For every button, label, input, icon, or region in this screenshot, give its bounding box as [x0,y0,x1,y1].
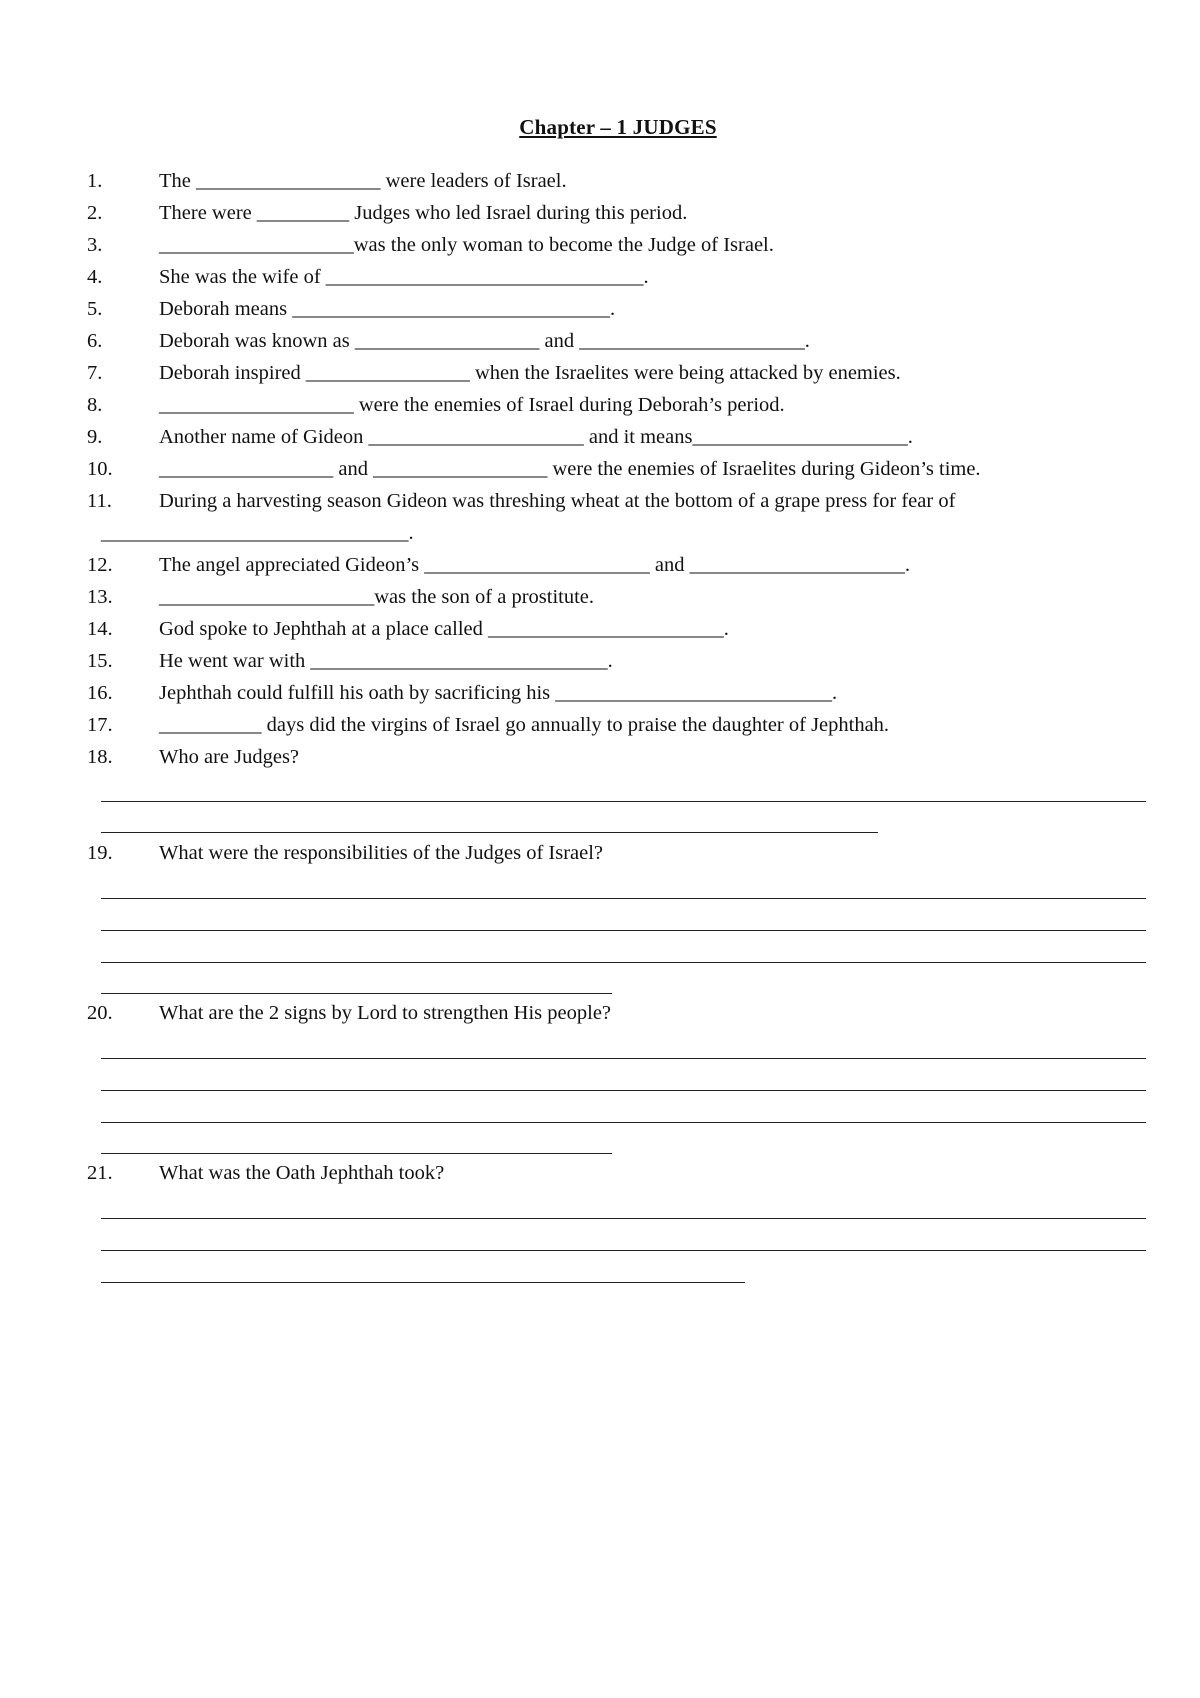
page-title: Chapter – 1 JUDGES [519,115,717,139]
question-number: 5. [87,298,103,320]
question-number: 1. [87,170,103,192]
question-text: He went war with _____________________________. [159,650,613,672]
question-number: 21. [87,1162,113,1184]
question-text: Deborah inspired ________________ when the Israelites were being attacked by enemies. [159,362,901,384]
question-text: Deborah means _______________________________. [159,298,616,320]
question-text: The __________________ were leaders of Israel. [159,170,567,192]
question-number: 3. [87,234,103,256]
question-text: What were the responsibilities of the Judges of Israel? [159,842,604,864]
question-number: 16. [87,682,113,704]
question-number: 11. [87,490,112,512]
question-text: She was the wife of _______________________________. [159,266,649,288]
answer-line[interactable] [101,1122,1146,1123]
question-text: There were _________ Judges who led Israel during this period. [159,202,688,224]
question-text: Deborah was known as __________________ and ______________________. [159,330,810,352]
question-text: The angel appreciated Gideon’s ______________________ and _____________________. [159,554,910,576]
question-text: What are the 2 signs by Lord to strengthen His people? [159,1002,612,1024]
question-text: Another name of Gideon _____________________ and it means_____________________. [159,426,913,448]
question-number: 14. [87,618,113,640]
question-number: 15. [87,650,113,672]
answer-line[interactable] [101,898,1146,899]
answer-line[interactable] [101,930,1146,931]
answer-line[interactable] [101,1282,745,1283]
question-number: 6. [87,330,103,352]
question-text: Jephthah could fulfill his oath by sacrificing his ___________________________. [159,682,838,704]
question-number: 13. [87,586,113,608]
question-text: God spoke to Jephthah at a place called _______________________. [159,618,729,640]
question-number: 12. [87,554,113,576]
question-number: 10. [87,458,113,480]
question-text: _________________ and _________________ were the enemies of Israelites during Gideon’s time. [159,458,981,480]
answer-line[interactable] [101,1058,1146,1059]
question-text: _____________________was the son of a prostitute. [159,586,595,608]
answer-line[interactable] [101,1153,612,1154]
question-number: 17. [87,714,113,736]
question-number: 20. [87,1002,113,1024]
question-number: 9. [87,426,103,448]
answer-line[interactable] [101,801,1146,802]
question-number: 18. [87,746,113,768]
question-number: 7. [87,362,103,384]
question-number: 4. [87,266,103,288]
question-text: ___________________ were the enemies of Israel during Deborah’s period. [159,394,785,416]
answer-line[interactable] [101,1218,1146,1219]
continuation-blank: ______________________________. [101,522,414,544]
question-number: 2. [87,202,103,224]
question-text: Who are Judges? [159,746,300,768]
question-number: 19. [87,842,113,864]
question-text: During a harvesting season Gideon was threshing wheat at the bottom of a grape press for fear of [159,490,956,512]
answer-line[interactable] [101,1250,1146,1251]
answer-line[interactable] [101,993,612,994]
question-number: 8. [87,394,103,416]
question-text: __________ days did the virgins of Israel go annually to praise the daughter of Jephthah. [159,714,890,736]
answer-line[interactable] [101,832,878,833]
answer-line[interactable] [101,1090,1146,1091]
answer-line[interactable] [101,962,1146,963]
question-text: What was the Oath Jephthah took? [159,1162,445,1184]
question-text: ___________________was the only woman to become the Judge of Israel. [159,234,774,256]
